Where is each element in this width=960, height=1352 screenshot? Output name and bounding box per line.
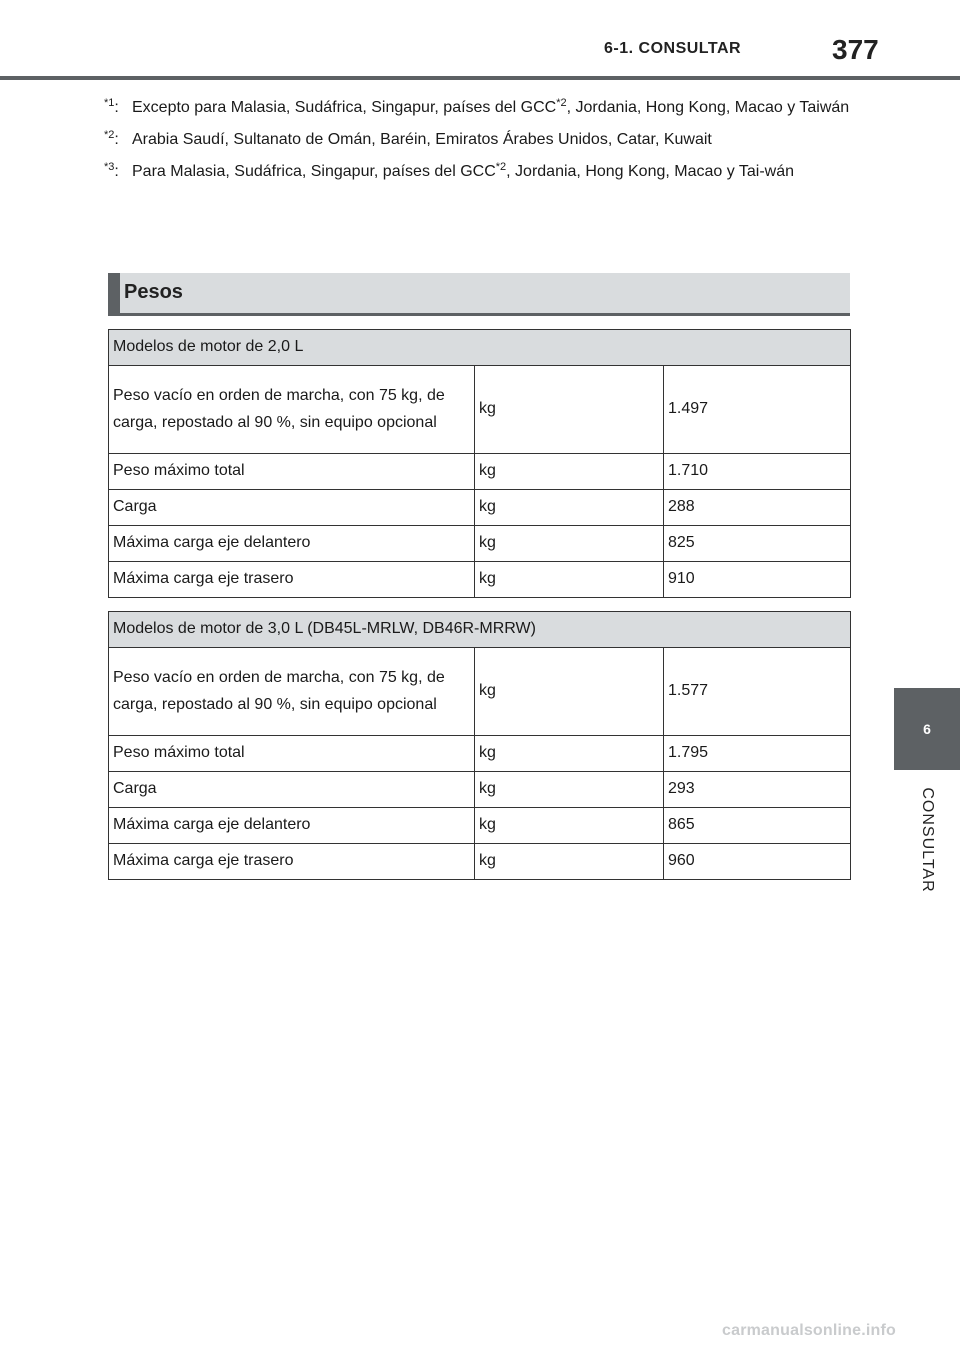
row-label: Peso máximo total xyxy=(109,454,475,490)
section-accent-bar xyxy=(108,273,120,316)
row-label: Peso vacío en orden de marcha, con 75 kg, de carga, repostado al 90 %, sin equipo opcional xyxy=(109,366,475,454)
table-row xyxy=(109,772,851,808)
row-value: 825 xyxy=(664,526,851,562)
row-unit: kg xyxy=(475,844,664,880)
row-unit: kg xyxy=(475,808,664,844)
row-label: Máxima carga eje trasero xyxy=(109,844,475,880)
row-label: Carga xyxy=(109,490,475,526)
row-value: 288 xyxy=(664,490,851,526)
row-unit: kg xyxy=(475,648,664,736)
row-value: 1.577 xyxy=(664,648,851,736)
footnote-ref: *2 xyxy=(556,97,567,109)
chapter-label: CONSULTAR xyxy=(919,787,936,893)
footnote-ref: *2 xyxy=(495,161,507,173)
table-row xyxy=(109,648,851,736)
row-unit: kg xyxy=(475,772,664,808)
row-unit: kg xyxy=(475,490,664,526)
row-value: 1.795 xyxy=(664,736,851,772)
row-value: 865 xyxy=(664,808,851,844)
row-unit: kg xyxy=(475,736,664,772)
footnote-1: $^{*1}$: Excepto para Malasia, Sudáfrica, Singapur, países del GCC$^{*2}$, Jordania, Hong Kong, Macao y Taiwán xyxy=(104,97,850,116)
weights-table-3l xyxy=(108,611,851,880)
row-value: 1.497 xyxy=(664,366,851,454)
row-value: 1.710 xyxy=(664,454,851,490)
footnote-mark: *2 xyxy=(104,129,115,141)
row-unit: kg xyxy=(475,454,664,490)
section-heading xyxy=(108,273,850,316)
footnote-text: Para Malasia, Sudáfrica, Singapur, países del GCC xyxy=(132,163,496,180)
row-label: Máxima carga eje trasero xyxy=(109,562,475,598)
row-label: Peso vacío en orden de marcha, con 75 kg, de carga, repostado al 90 %, sin equipo opcional xyxy=(109,648,475,736)
table-row xyxy=(109,844,851,880)
weights-table-2l xyxy=(108,329,851,598)
row-unit: kg xyxy=(475,526,664,562)
footnote-text: , Jordania, Hong Kong, Macao y Taiwán xyxy=(566,99,850,116)
table-heading: Modelos de motor de 2,0 L xyxy=(109,330,851,366)
row-label: Máxima carga eje delantero xyxy=(109,526,475,562)
page-header xyxy=(0,0,960,80)
row-label: Peso máximo total xyxy=(109,736,475,772)
table-row xyxy=(109,526,851,562)
header-divider xyxy=(0,76,960,80)
footnote-mark: *1 xyxy=(104,97,115,109)
row-unit: kg xyxy=(475,562,664,598)
footnote-text: , Jordania, Hong Kong, Macao y Tai-wán xyxy=(506,163,795,180)
row-label: Carga xyxy=(109,772,475,808)
row-unit: kg xyxy=(475,366,664,454)
footnote-text: Arabia Saudí, Sultanato de Omán, Baréin, Emiratos Árabes Unidos, Catar, Kuwait xyxy=(132,131,712,148)
section-title: Pesos xyxy=(124,281,183,303)
section-title-header: 6-1. CONSULTAR xyxy=(604,40,742,57)
watermark: carmanualsonline.info xyxy=(722,1322,897,1339)
table-row xyxy=(109,562,851,598)
footnotes xyxy=(104,92,854,188)
footnote-mark: *3 xyxy=(104,161,115,173)
table-row xyxy=(109,454,851,490)
chapter-tab[interactable]: 6 xyxy=(894,688,960,770)
table-row xyxy=(109,366,851,454)
page-number: 377 xyxy=(832,34,879,65)
row-value: 910 xyxy=(664,562,851,598)
row-value: 960 xyxy=(664,844,851,880)
row-value: 293 xyxy=(664,772,851,808)
table-row xyxy=(109,490,851,526)
footnote-text: Excepto para Malasia, Sudáfrica, Singapur, países del GCC xyxy=(132,99,557,116)
footnote-3: $^{*3}$: Para Malasia, Sudáfrica, Singapur, países del GCC$^{*2}$, Jordania, Hong Kong, Macao y Tai-wán xyxy=(104,161,795,180)
table-row xyxy=(109,808,851,844)
row-label: Máxima carga eje delantero xyxy=(109,808,475,844)
table-heading: Modelos de motor de 3,0 L (DB45L-MRLW, DB46R-MRRW) xyxy=(109,612,851,648)
footnote-2: $^{*2}$: Arabia Saudí, Sultanato de Omán, Baréin, Emiratos Árabes Unidos, Catar, Kuwait xyxy=(104,129,712,148)
table-row xyxy=(109,736,851,772)
